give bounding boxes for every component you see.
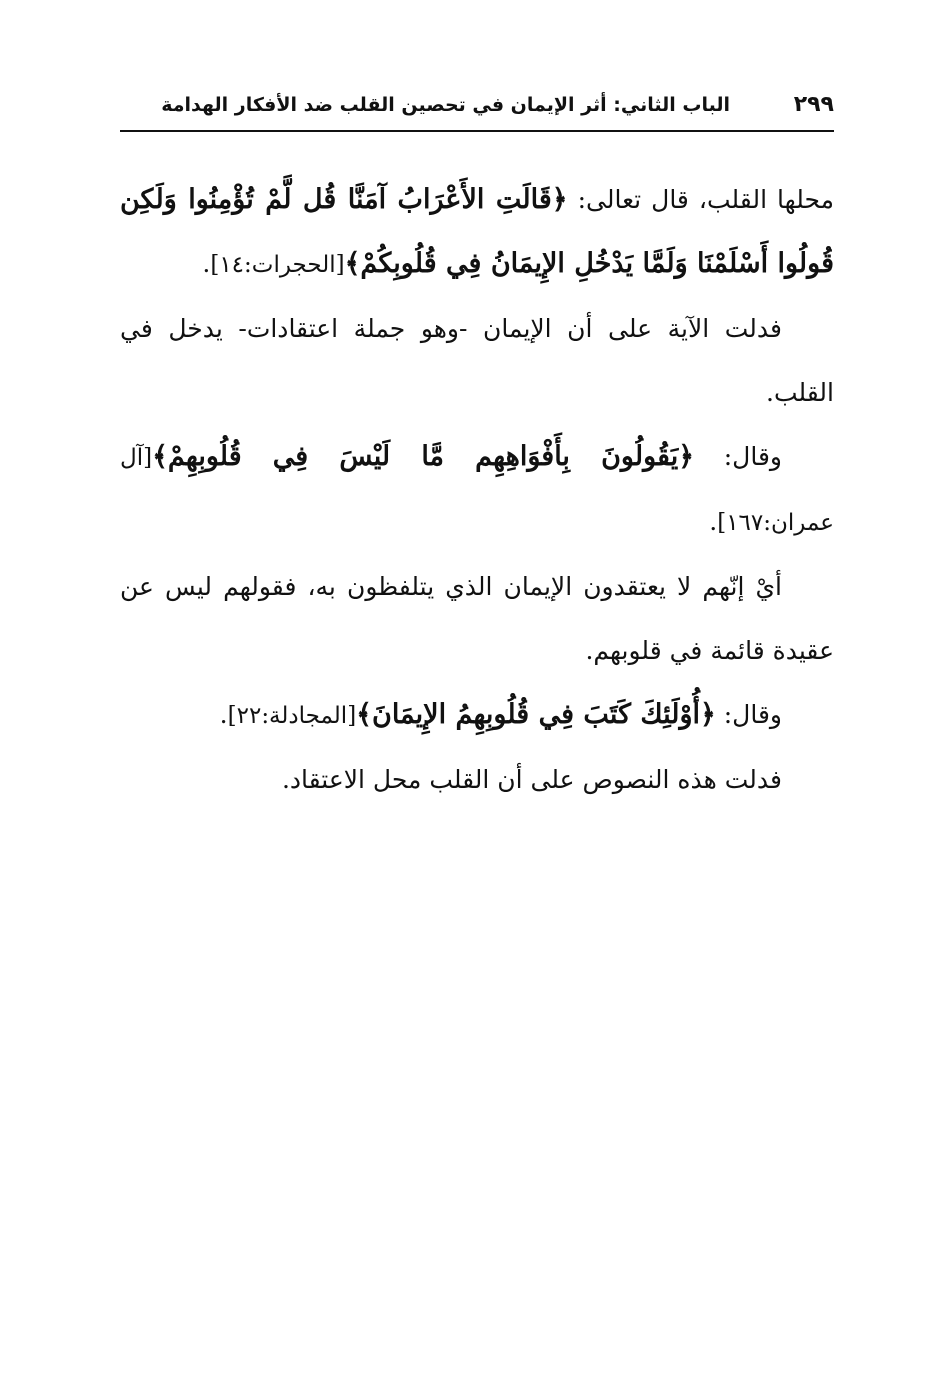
running-title: الباب الثاني: أثر الإيمان في تحصين القلب ضد الأفكار الهدامة [161,94,730,116]
paragraph [120,683,834,748]
paragraph-text: فدلت هذه النصوص على أن القلب محل الاعتقاد. [281,765,782,794]
verse-reference: [الحجرات:١٤] [210,252,345,278]
paragraph-end: . [202,249,211,278]
page-header [120,86,834,126]
paragraph [120,425,834,555]
paragraph-text: أيْ إنّهم لا يعتقدون الإيمان الذي يتلفظون به، فقولهم ليس عن عقيدة قائمة في قلوبهم. [120,572,834,665]
page-number: ٢٩٩ [793,92,834,117]
quran-verse: ﴿قَالَتِ الأَعْرَابُ آمَنَّا قُل لَّمْ تُؤْمِنُوا وَلَكِن قُولُوا أَسْلَمْنَا وَلَمَّا يَدْخُلِ الإِيمَانُ فِي قُلُوبِكُمْ﴾ [120,184,834,279]
paragraph [120,748,834,812]
paragraph-text: وقال: [694,442,782,471]
paragraph-end: . [219,700,228,729]
paragraph [120,168,834,297]
page-body [120,168,834,812]
quran-verse: ﴿أُوْلَئِكَ كَتَبَ فِي قُلُوبِهِمُ الإِيمَانَ﴾ [356,699,716,730]
header-divider [120,130,834,132]
paragraph-end: . [709,507,718,536]
paragraph-text: وقال: [715,700,782,729]
paragraph [120,297,834,425]
paragraph-text: فدلت الآية على أن الإيمان -وهو جملة اعتقادات- يدخل في القلب. [120,314,834,407]
paragraph-text: محلها القلب، قال تعالى: [567,185,834,214]
paragraph [120,555,834,683]
verse-reference: [آل عمران:١٦٧] [120,445,834,536]
quran-verse: ﴿يَقُولُونَ بِأَفْوَاهِهِم مَّا لَيْسَ فِي قُلُوبِهِمْ﴾ [152,441,695,472]
verse-reference: [المجادلة:٢٢] [227,703,357,729]
